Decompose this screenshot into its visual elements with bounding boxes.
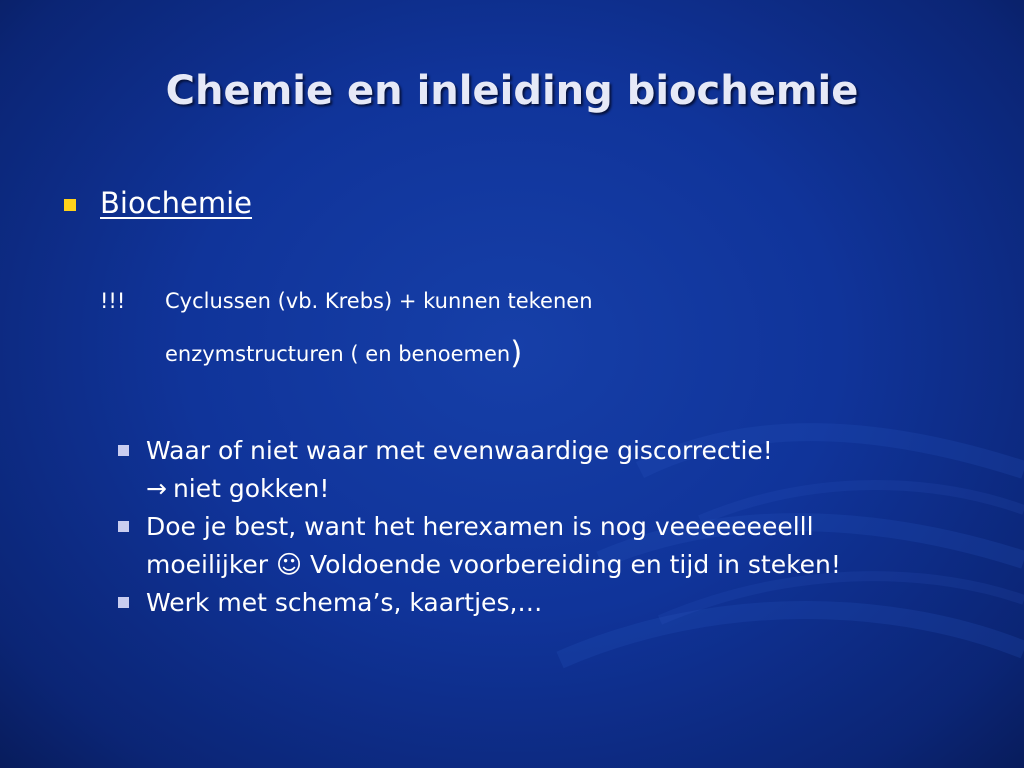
bullet-square-icon	[118, 521, 129, 532]
list-item-continuation	[146, 470, 998, 508]
list-item-text: Waar of niet waar met evenwaardige giscorrectie!	[146, 436, 773, 465]
bullet-square-icon	[118, 445, 129, 456]
list-item-text: Voldoende voorbereiding en tijd in steken!	[302, 550, 841, 579]
list-item-text: Werk met schema’s, kaartjes,…	[146, 588, 543, 617]
note-line-2-text: enzymstructuren ( en benoemen	[165, 342, 511, 366]
bullet-square-icon	[118, 597, 129, 608]
list-item-text: Doe je best, want het herexamen is nog veeeeeeeelll	[146, 512, 814, 541]
list-item-text: niet gokken!	[172, 474, 330, 503]
list-item-text: moeilijker	[146, 550, 277, 579]
list-item	[118, 432, 998, 508]
note-close-paren: )	[510, 335, 523, 371]
smiley-icon: ☺	[276, 550, 303, 579]
note-exclamation: !!!	[100, 289, 126, 313]
note-line-2	[165, 335, 523, 371]
list-item-continuation	[146, 546, 998, 584]
section-heading: Biochemie	[100, 186, 253, 220]
list-item	[118, 508, 998, 584]
list-item	[118, 584, 998, 622]
slide-title: Chemie en inleiding biochemie	[165, 68, 859, 114]
bullet-square-icon	[64, 199, 76, 211]
arrow-right-icon: →	[146, 474, 167, 503]
note-line-1: Cyclussen (vb. Krebs) + kunnen tekenen	[165, 289, 593, 313]
sub-bullet-list	[118, 432, 998, 622]
